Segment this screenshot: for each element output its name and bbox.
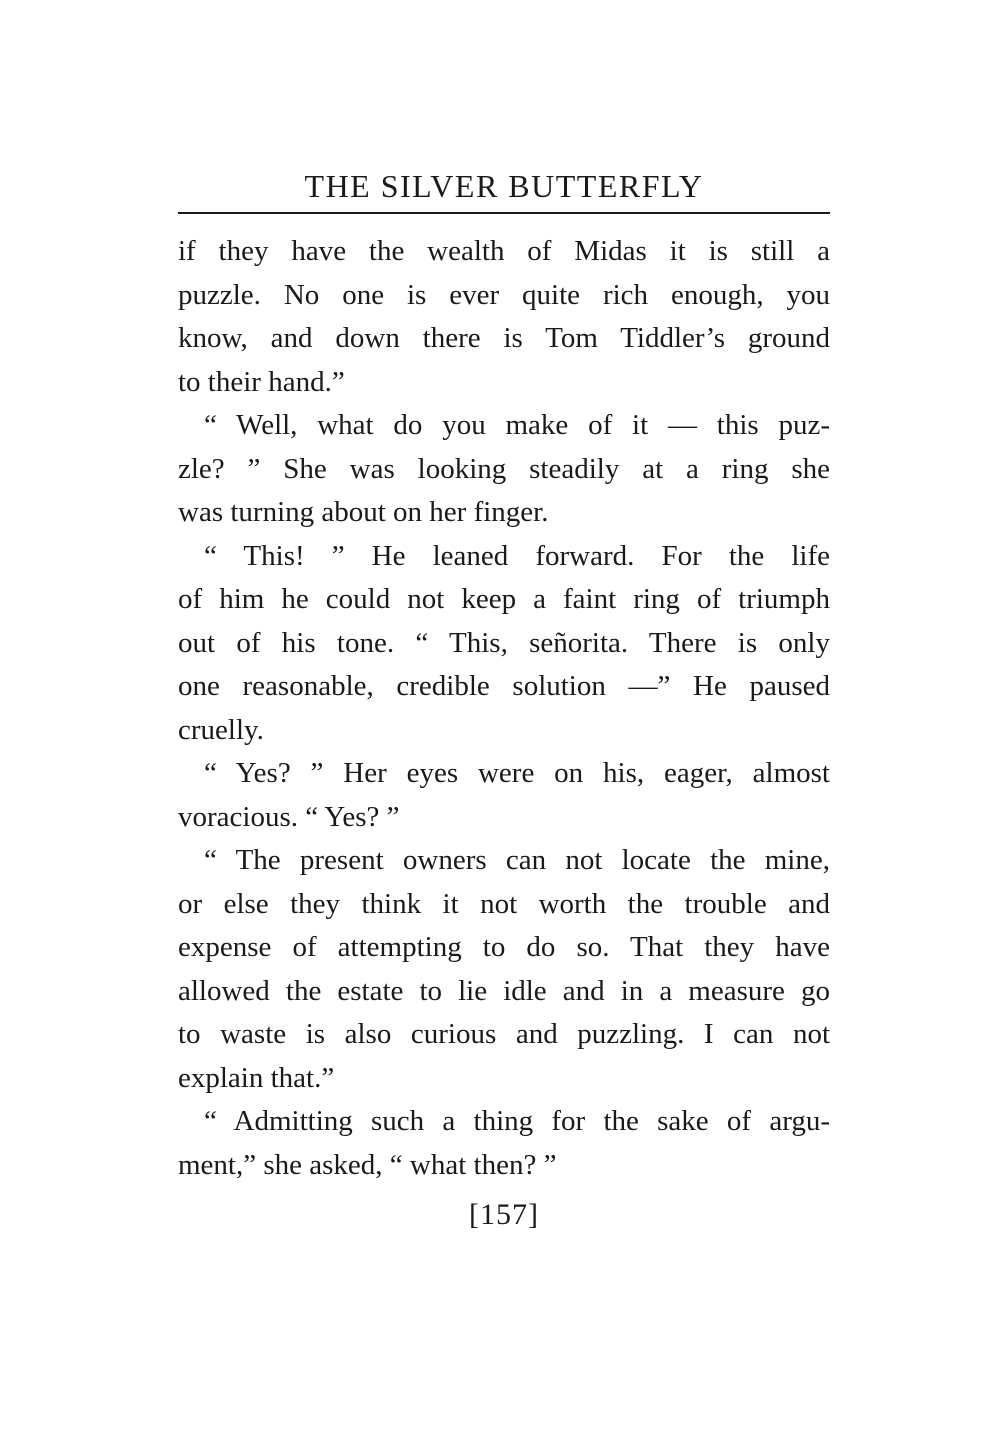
text-line: explain that.”: [178, 1061, 335, 1094]
text-line: allowed the estate to lie idle and in a measure go: [178, 974, 830, 1007]
paragraph-6: [178, 1100, 830, 1187]
text-line: of him he could not keep a faint ring of triumph: [178, 583, 830, 615]
text-line: to their hand.”: [178, 365, 345, 398]
text-line: know, and down there is Tom Tiddler’s ground: [178, 322, 830, 354]
text-line: expense of attempting to do so. That they have: [178, 931, 830, 963]
paragraph-3: [178, 535, 830, 753]
text-line: puzzle. No one is ever quite rich enough, you: [178, 278, 830, 311]
text-line: “ Admitting such a thing for the sake of argu-: [204, 1105, 830, 1137]
text-line: if they have the wealth of Midas it is still a: [178, 235, 830, 267]
paragraph-1: [178, 230, 830, 404]
text-line: or else they think it not worth the trouble and: [178, 887, 830, 920]
text-line: “ Yes? ” Her eyes were on his, eager, almost: [204, 757, 830, 789]
paragraph-5: [178, 839, 830, 1100]
text-line: “ This! ” He leaned forward. For the life: [204, 539, 830, 572]
text-line: to waste is also curious and puzzling. I can not: [178, 1018, 830, 1050]
page-number: [157]: [469, 1198, 539, 1231]
text-line: “ The present owners can not locate the mine,: [204, 844, 830, 876]
text-line: cruelly.: [178, 713, 264, 746]
header-rule: [178, 212, 830, 214]
paragraph-4: [178, 752, 830, 839]
text-line: one reasonable, credible solution —” He paused: [178, 670, 830, 702]
paragraph-2: [178, 404, 830, 535]
book-page: [178, 160, 830, 1235]
text-line: zle? ” She was looking steadily at a ring she: [178, 452, 830, 485]
text-line: was turning about on her finger.: [178, 496, 549, 528]
text-line: out of his tone. “ This, señorita. There is only: [178, 626, 830, 659]
body-text: [178, 230, 830, 1187]
text-line: ment,” she asked, “ what then? ”: [178, 1148, 557, 1181]
text-line: voracious. “ Yes? ”: [178, 800, 400, 833]
running-head: THE SILVER BUTTERFLY: [304, 168, 704, 204]
text-line: “ Well, what do you make of it — this puz-: [204, 409, 830, 441]
